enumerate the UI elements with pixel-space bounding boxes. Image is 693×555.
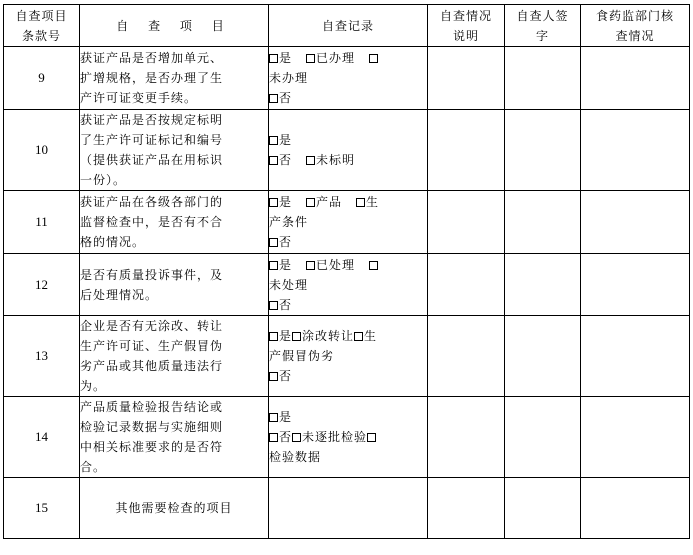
table-row [4, 254, 690, 316]
inspection-item-line: 扩增规格，是否办理了生 [80, 71, 224, 85]
table-row [4, 191, 690, 254]
inspector-signature-cell[interactable] [505, 110, 581, 191]
situation-note-cell[interactable] [428, 254, 505, 316]
authority-review-cell[interactable] [581, 316, 690, 397]
record-line [269, 68, 427, 88]
checkbox-label: 是 [279, 329, 293, 343]
authority-review-cell[interactable] [581, 191, 690, 254]
checkbox-label: 产品 [316, 195, 343, 209]
inspection-item-line: 检验记录数据与实施细则 [80, 420, 224, 434]
checkbox[interactable] [367, 433, 376, 442]
record-line [269, 346, 427, 366]
checkbox[interactable] [369, 54, 378, 63]
situation-note-cell[interactable] [428, 47, 505, 110]
checkbox-label: 否 [279, 297, 293, 312]
checkbox-label: 未处理 [269, 277, 309, 292]
header-authority-review: 食药监部门核 查情况 [581, 5, 690, 47]
checkbox[interactable] [269, 332, 278, 341]
checkbox-label: 已办理 [316, 51, 356, 65]
header-inspection-record: 自查记录 [269, 5, 428, 47]
record-line [269, 427, 427, 447]
inspector-signature-cell[interactable] [505, 478, 581, 539]
checkbox[interactable] [269, 198, 278, 207]
checkbox-label: 未标明 [316, 153, 356, 167]
table-row [4, 478, 690, 539]
clause-number: 12 [4, 254, 80, 316]
inspection-item-line: 为。 [80, 379, 107, 393]
checkbox[interactable] [269, 413, 278, 422]
record-line [269, 48, 427, 68]
inspection-record [269, 478, 428, 539]
inspection-item [80, 478, 269, 539]
checkbox[interactable] [292, 433, 301, 442]
inspection-item-line: 获证产品是否增加单元、 [80, 51, 224, 65]
inspection-item [80, 191, 269, 254]
inspection-item-line: 后处理情况。 [80, 287, 159, 302]
checkbox-label: 已处理 [316, 257, 356, 272]
inspection-item [80, 47, 269, 110]
clause-number: 15 [4, 478, 80, 539]
checkbox[interactable] [269, 54, 278, 63]
inspection-item-line: 生产许可证、生产假冒伪 [80, 339, 224, 353]
checkbox-label: 否 [279, 430, 293, 444]
clause-number: 9 [4, 47, 80, 110]
inspection-item-line: 企业是否有无涂改、转让 [80, 319, 224, 333]
inspector-signature-cell[interactable] [505, 191, 581, 254]
inspection-record [269, 316, 428, 397]
header-inspection-item: 自 查 项 目 [80, 5, 269, 47]
inspection-item-line: 中相关标准要求的是否符 [80, 440, 224, 454]
checkbox[interactable] [269, 261, 278, 270]
checkbox-label: 生 [366, 195, 380, 209]
authority-review-cell[interactable] [581, 397, 690, 478]
checkbox-label: 是 [279, 410, 293, 424]
checkbox-label: 否 [279, 91, 293, 105]
situation-note-cell[interactable] [428, 397, 505, 478]
checkbox[interactable] [306, 54, 315, 63]
authority-review-cell[interactable] [581, 47, 690, 110]
record-line [269, 295, 427, 315]
situation-note-cell[interactable] [428, 316, 505, 397]
inspection-item-line: 获证产品在各级各部门的 [80, 195, 224, 209]
authority-review-cell[interactable] [581, 254, 690, 316]
inspection-item-line: （提供获证产品在用标识 [80, 153, 224, 167]
inspection-item [80, 397, 269, 478]
checkbox-label: 涂改转让 [302, 329, 355, 343]
record-line [269, 150, 427, 170]
inspector-signature-cell[interactable] [505, 47, 581, 110]
checkbox-label: 是 [279, 51, 293, 65]
inspection-record [269, 254, 428, 316]
checkbox[interactable] [354, 332, 363, 341]
record-line [269, 232, 427, 252]
inspection-item-line: 产许可证变更手续。 [80, 91, 198, 105]
checkbox-label: 否 [279, 235, 293, 249]
header-clause-number: 自查项目 条款号 [4, 5, 80, 47]
checkbox[interactable] [269, 136, 278, 145]
checkbox[interactable] [269, 156, 278, 165]
clause-number: 13 [4, 316, 80, 397]
checkbox[interactable] [269, 372, 278, 381]
checkbox[interactable] [306, 198, 315, 207]
header-situation-note: 自查情况 说明 [428, 5, 505, 47]
checkbox[interactable] [356, 198, 365, 207]
checkbox-label: 是 [279, 257, 293, 272]
checkbox-label: 是 [279, 133, 293, 147]
checkbox-label: 否 [279, 153, 293, 167]
inspection-record [269, 110, 428, 191]
inspection-item-line: 格的情况。 [80, 235, 146, 249]
inspection-item-line: 合。 [80, 460, 107, 474]
checkbox-label: 是 [279, 195, 293, 209]
situation-note-cell[interactable] [428, 110, 505, 191]
header-row [4, 5, 690, 47]
record-line [269, 366, 427, 386]
inspection-item-line: 劣产品或其他质量违法行 [80, 359, 224, 373]
checkbox-label: 产假冒伪劣 [269, 349, 335, 363]
checkbox[interactable] [269, 94, 278, 103]
checkbox-label: 否 [279, 369, 293, 383]
checkbox[interactable] [306, 156, 315, 165]
self-inspection-table [3, 4, 690, 539]
record-line [269, 275, 427, 295]
record-line [269, 88, 427, 108]
inspection-item-line: 产品质量检验报告结论或 [80, 400, 224, 414]
situation-note-cell[interactable] [428, 191, 505, 254]
inspection-item-line: 获证产品是否按规定标明 [80, 113, 224, 127]
record-line [269, 255, 427, 275]
inspector-signature-cell[interactable] [505, 316, 581, 397]
record-line [269, 130, 427, 150]
inspection-item-line: 是否有质量投诉事件，及 [80, 267, 224, 282]
inspection-item-line: 了生产许可证标记和编号 [80, 133, 224, 147]
inspector-signature-cell[interactable] [505, 397, 581, 478]
checkbox[interactable] [306, 261, 315, 270]
inspection-record [269, 191, 428, 254]
checkbox-label: 检验数据 [269, 450, 322, 464]
authority-review-cell[interactable] [581, 478, 690, 539]
header-inspector-signature: 自查人签 字 [505, 5, 581, 47]
inspection-item-line: 一份）。 [80, 173, 127, 187]
inspection-item-line: 其他需要检查的项目 [115, 501, 233, 515]
record-line [269, 447, 427, 467]
checkbox[interactable] [292, 332, 301, 341]
clause-number: 11 [4, 191, 80, 254]
inspection-item [80, 254, 269, 316]
checkbox[interactable] [269, 238, 278, 247]
inspector-signature-cell[interactable] [505, 254, 581, 316]
record-line [269, 326, 427, 346]
inspection-item-line: 监督检查中，是否有不合 [80, 215, 224, 229]
table-row [4, 47, 690, 110]
checkbox-label: 产条件 [269, 215, 309, 229]
record-line [269, 212, 427, 232]
record-line [269, 192, 427, 212]
inspection-item [80, 316, 269, 397]
checkbox[interactable] [269, 301, 278, 310]
checkbox[interactable] [369, 261, 378, 270]
checkbox-label: 生 [364, 329, 378, 343]
authority-review-cell[interactable] [581, 110, 690, 191]
checkbox-label: 未办理 [269, 71, 309, 85]
inspection-record [269, 397, 428, 478]
clause-number: 14 [4, 397, 80, 478]
record-line [269, 407, 427, 427]
checkbox-label: 未逐批检验 [302, 430, 368, 444]
inspection-item [80, 110, 269, 191]
checkbox[interactable] [269, 433, 278, 442]
table-row [4, 110, 690, 191]
inspection-record [269, 47, 428, 110]
clause-number: 10 [4, 110, 80, 191]
table-row [4, 316, 690, 397]
situation-note-cell[interactable] [428, 478, 505, 539]
table-row [4, 397, 690, 478]
